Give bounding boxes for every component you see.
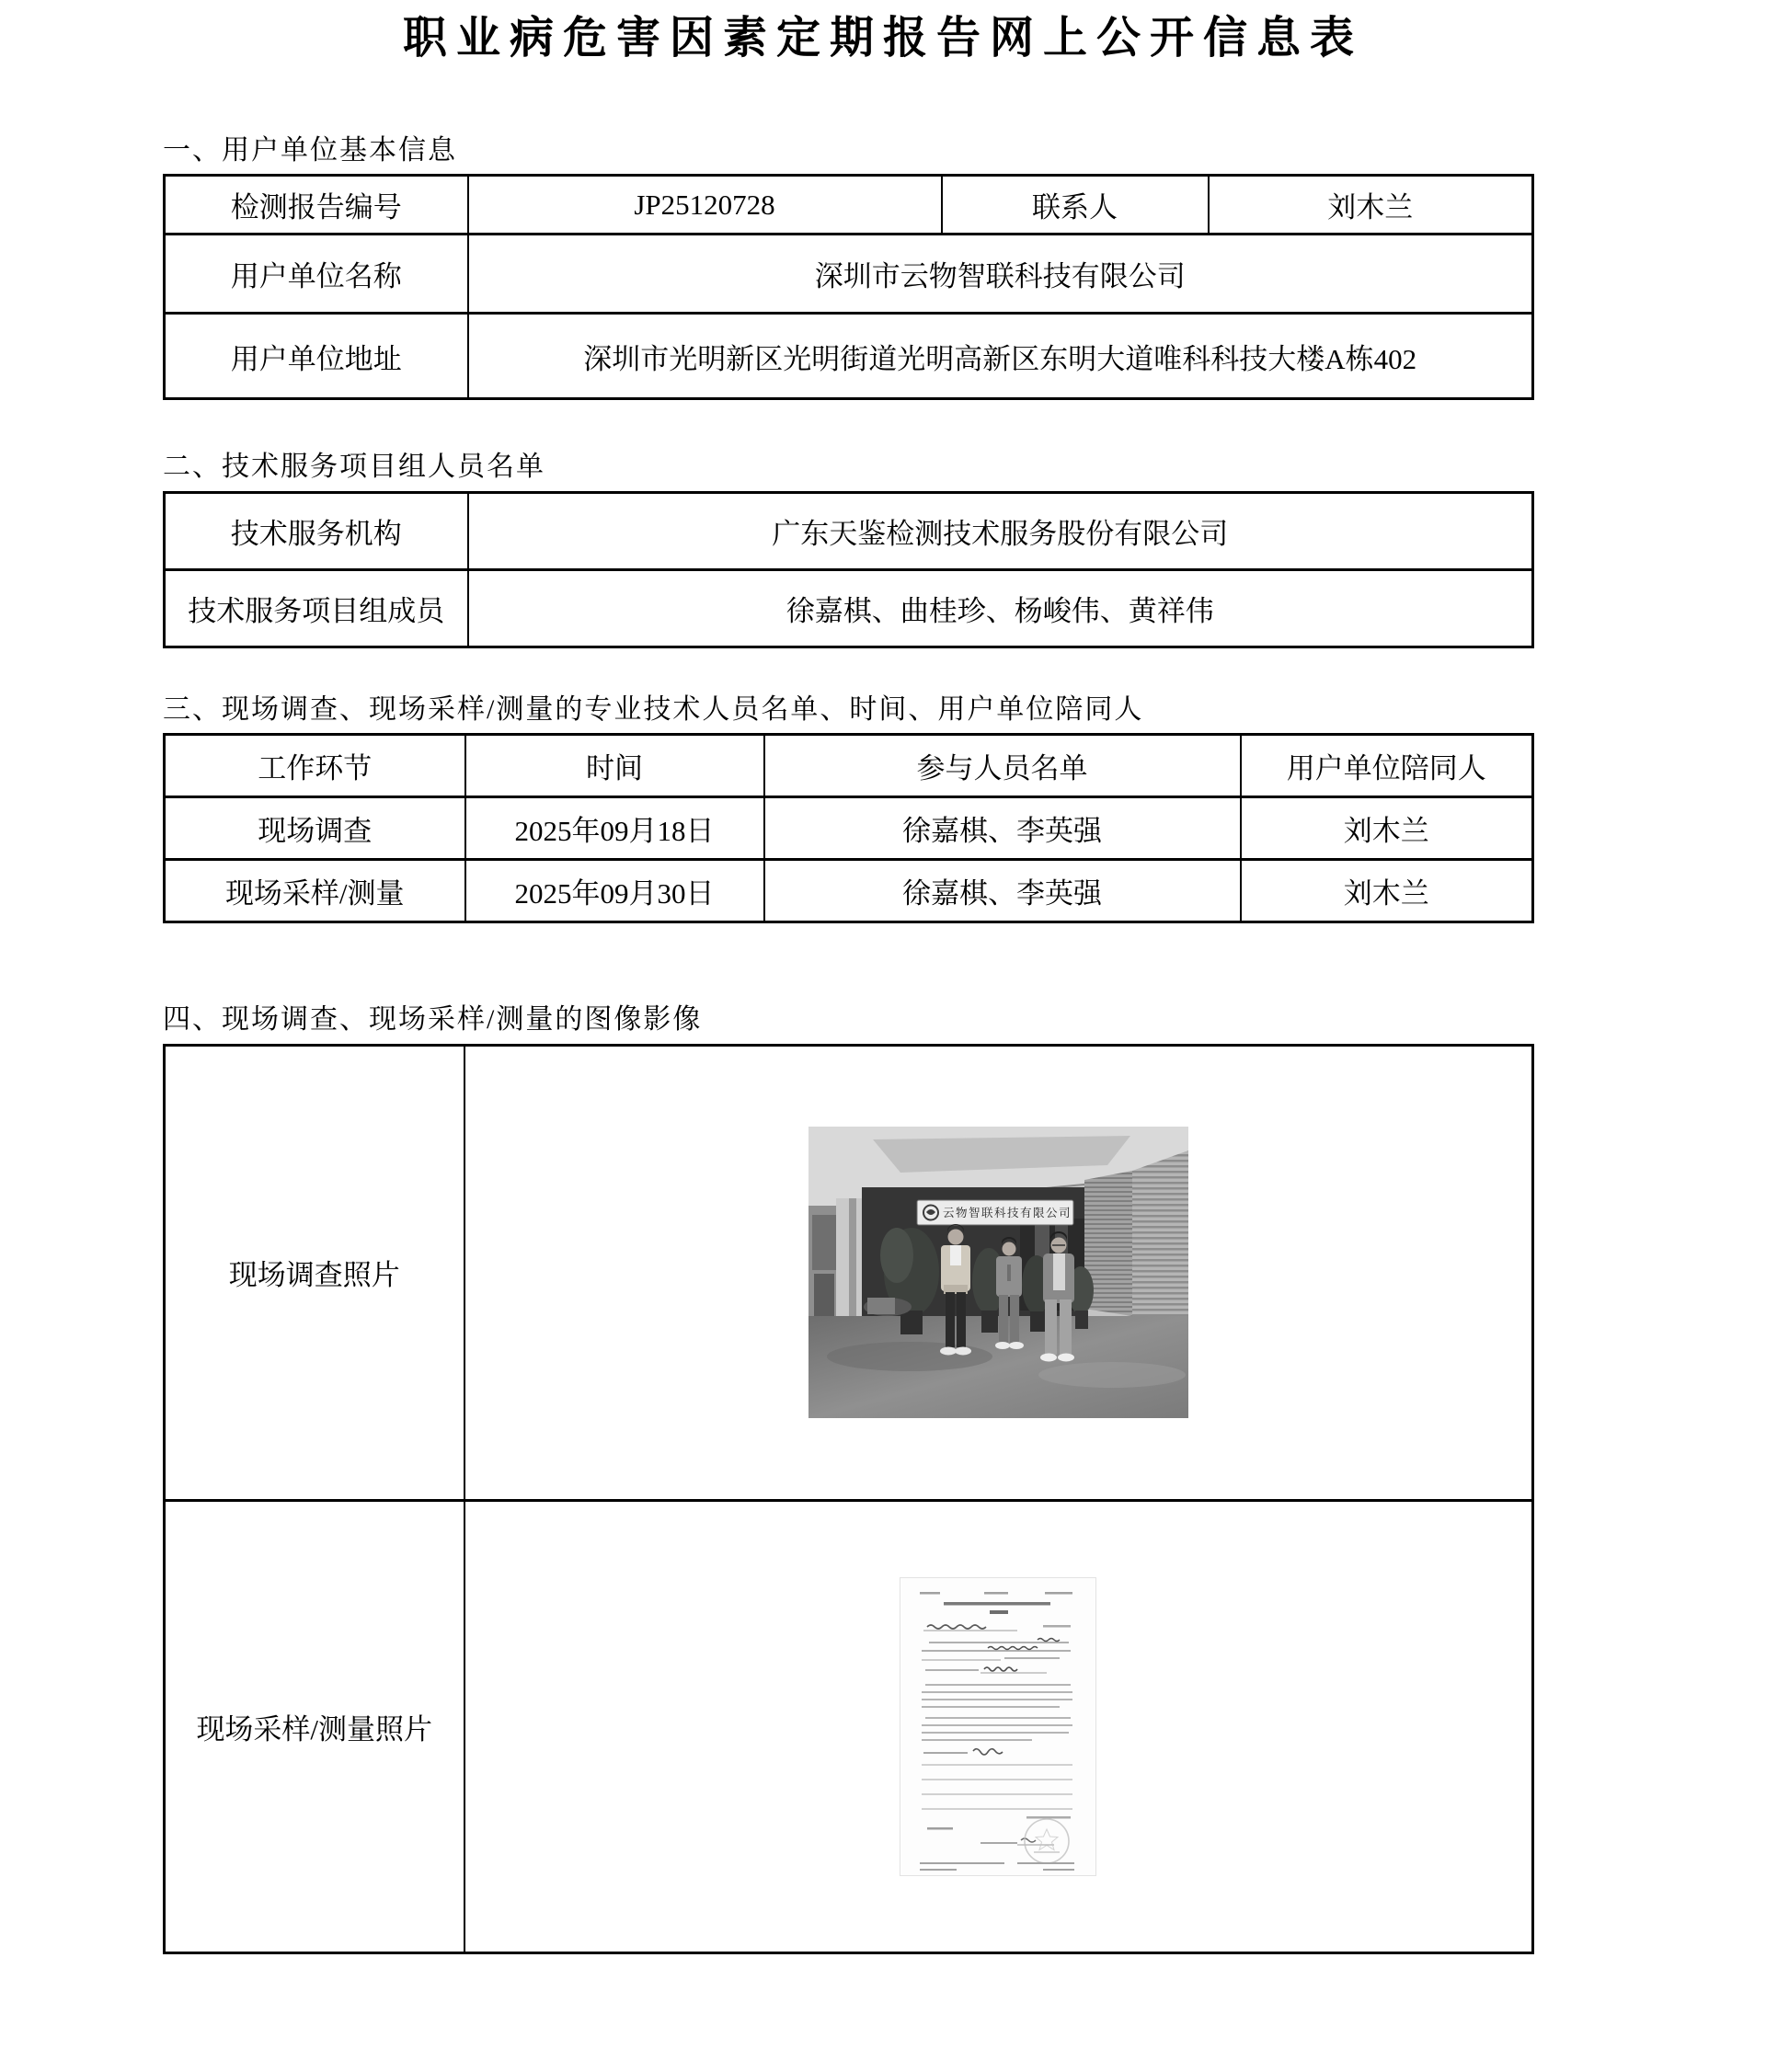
work-step-cell: 现场采样/测量 (165, 860, 465, 922)
window-blinds (1132, 1150, 1188, 1343)
table-row (165, 569, 1533, 647)
company-address-label: 用户单位地址 (165, 314, 468, 399)
team-members-label: 技术服务项目组成员 (165, 569, 468, 647)
report-content (163, 135, 1531, 1954)
team-members-value: 徐嘉棋、曲桂珍、杨峻伟、黄祥伟 (468, 569, 1533, 647)
page-title: 职业病危害因素定期报告网上公开信息表 (402, 14, 1363, 63)
time-cell: 2025年09月18日 (465, 797, 764, 860)
table-row (165, 176, 1533, 235)
table-row (165, 1500, 1533, 1952)
photo-table (163, 1044, 1534, 1954)
section-1-heading: 一、用户单位基本信息 (163, 134, 457, 166)
contact-value: 刘木兰 (1209, 176, 1533, 235)
contact-label: 联系人 (942, 176, 1209, 235)
company-sign (917, 1200, 1073, 1225)
service-org-value: 广东天鉴检测技术服务股份有限公司 (468, 492, 1533, 569)
table-row (165, 492, 1533, 569)
service-team-table (163, 491, 1534, 648)
section-2-heading: 二、技术服务项目组人员名单 (163, 452, 545, 483)
company-address-value: 深圳市光明新区光明街道光明高新区东明大道唯科科技大楼A栋402 (468, 314, 1533, 399)
escort-cell: 刘木兰 (1241, 797, 1533, 860)
table-row (165, 797, 1533, 860)
survey-photo-cell (464, 1045, 1533, 1500)
col-header-escort: 用户单位陪同人 (1241, 735, 1533, 797)
time-cell: 2025年09月30日 (465, 860, 764, 922)
company-sign-text: 云物智联科技有限公司 (942, 1207, 1072, 1220)
company-name-value: 深圳市云物智联科技有限公司 (468, 235, 1533, 314)
report-no-value: JP25120728 (468, 176, 942, 235)
table-row (165, 235, 1533, 314)
sampling-photo-cell (464, 1500, 1533, 1952)
document-title-line (944, 1602, 1050, 1606)
table-header-row (165, 735, 1533, 797)
escort-cell: 刘木兰 (1241, 860, 1533, 922)
service-org-label: 技术服务机构 (165, 492, 468, 569)
report-no-label: 检测报告编号 (165, 176, 468, 235)
col-header-participants: 参与人员名单 (764, 735, 1241, 797)
section-4-heading: 四、现场调查、现场采样/测量的图像影像 (163, 1004, 703, 1036)
basic-info-table (163, 174, 1534, 400)
work-step-cell: 现场调查 (165, 797, 465, 860)
sampling-photo-label: 现场采样/测量照片 (165, 1500, 464, 1952)
col-header-time: 时间 (465, 735, 764, 797)
sampling-photo (900, 1577, 1096, 1876)
col-header-work-step: 工作环节 (165, 735, 465, 797)
participants-cell: 徐嘉棋、李英强 (764, 860, 1241, 922)
section-3-heading: 三、现场调查、现场采样/测量的专业技术人员名单、时间、用户单位陪同人 (163, 693, 1144, 725)
survey-photo (808, 1127, 1188, 1418)
table-row (165, 1045, 1533, 1500)
table-row (165, 314, 1533, 399)
participants-cell: 徐嘉棋、李英强 (764, 797, 1241, 860)
company-name-label: 用户单位名称 (165, 235, 468, 314)
survey-photo-label: 现场调查照片 (165, 1045, 464, 1500)
fieldwork-table (163, 733, 1534, 923)
table-row (165, 860, 1533, 922)
